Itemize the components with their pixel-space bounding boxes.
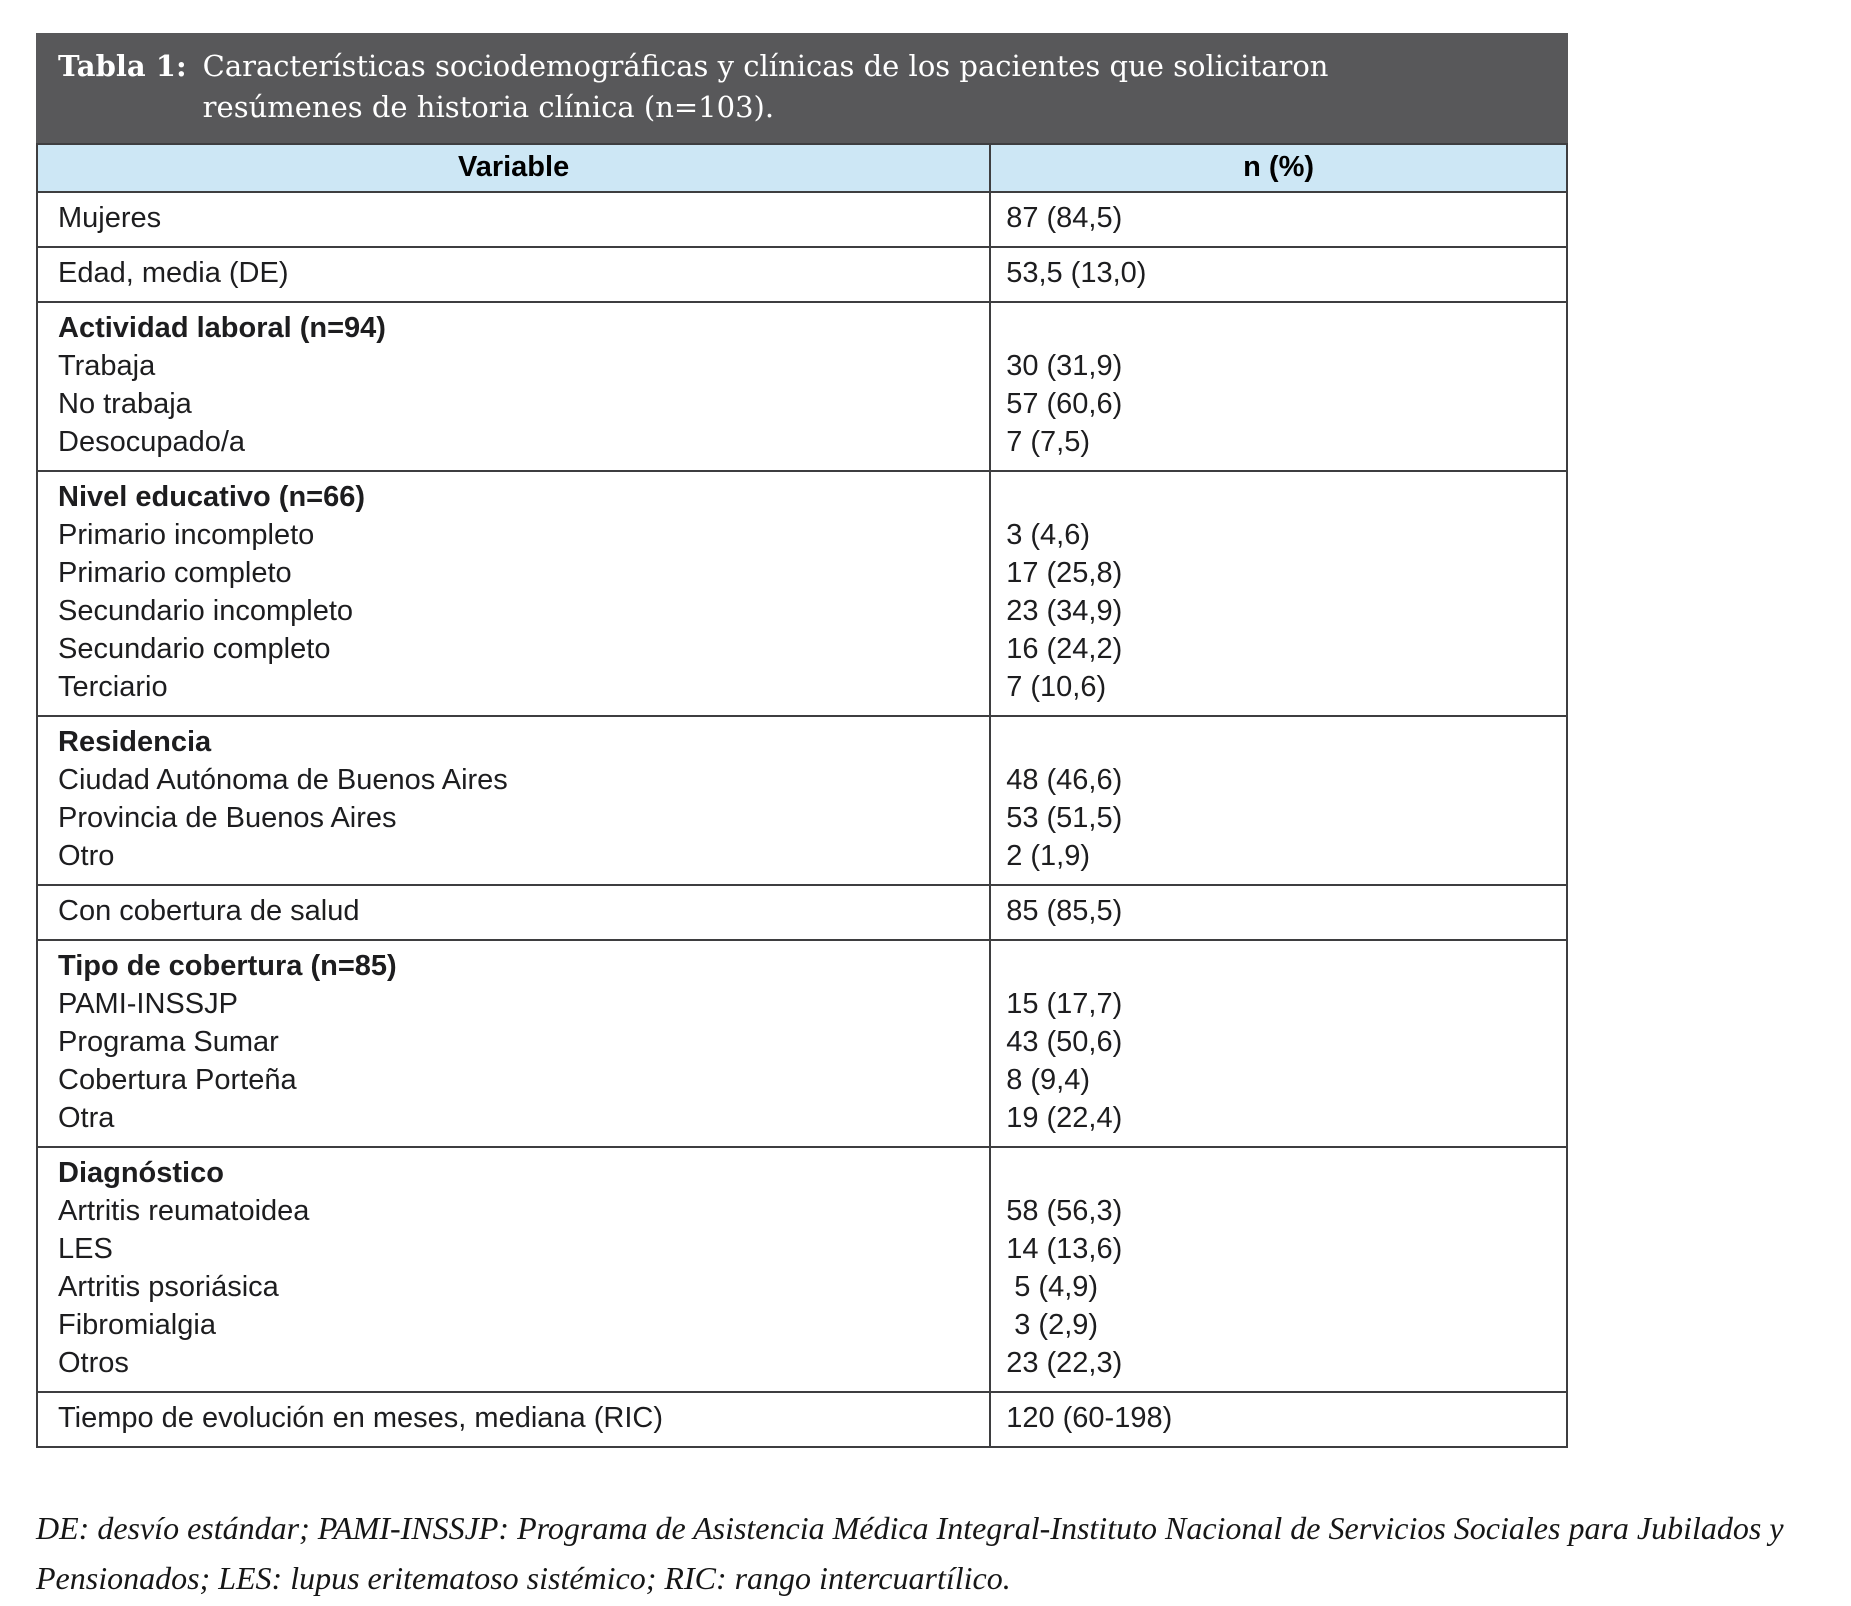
row-value: 53,5 (13,0) xyxy=(1006,257,1147,289)
row-value: 17 (25,8) xyxy=(1006,557,1123,589)
row-label: No trabaja xyxy=(58,388,192,420)
value-cell xyxy=(990,471,1567,716)
variable-cell xyxy=(37,471,990,716)
variable-cell xyxy=(37,302,990,471)
row-value: 87 (84,5) xyxy=(1006,202,1123,234)
value-cell xyxy=(990,716,1567,885)
variable-cell xyxy=(37,716,990,885)
table-row xyxy=(37,192,1567,247)
row-value: 19 (22,4) xyxy=(1006,1102,1123,1134)
table-row xyxy=(37,302,1567,471)
row-label: Terciario xyxy=(58,671,168,703)
row-label: Trabaja xyxy=(58,350,156,382)
row-value: 8 (9,4) xyxy=(1006,1064,1091,1096)
row-value: 2 (1,9) xyxy=(1006,840,1091,872)
row-label: Artritis reumatoidea xyxy=(58,1195,310,1227)
table-title-label: Tabla 1: xyxy=(58,49,187,83)
value-cell xyxy=(990,940,1567,1147)
value-cell xyxy=(990,885,1567,940)
row-label: Con cobertura de salud xyxy=(58,895,360,927)
value-cell xyxy=(990,192,1567,247)
table-row xyxy=(37,1392,1567,1447)
row-value: 23 (22,3) xyxy=(1006,1347,1123,1379)
row-value: 14 (13,6) xyxy=(1006,1233,1123,1265)
group-header-label: Actividad laboral (n=94) xyxy=(58,312,386,344)
row-value: 7 (7,5) xyxy=(1006,426,1091,458)
row-label: Fibromialgia xyxy=(58,1309,216,1341)
row-label: Artritis psoriásica xyxy=(58,1271,279,1303)
row-label: PAMI-INSSJP xyxy=(58,988,238,1020)
row-label: Secundario completo xyxy=(58,633,331,665)
row-label: Otros xyxy=(58,1347,129,1379)
variable-cell xyxy=(37,1392,990,1447)
row-value: 85 (85,5) xyxy=(1006,895,1123,927)
variable-cell xyxy=(37,885,990,940)
row-value: 15 (17,7) xyxy=(1006,988,1123,1020)
row-label: Secundario incompleto xyxy=(58,595,354,627)
variable-cell xyxy=(37,940,990,1147)
table-row xyxy=(37,940,1567,1147)
row-label: Desocupado/a xyxy=(58,426,246,458)
row-label: Programa Sumar xyxy=(58,1026,279,1058)
header-row xyxy=(37,144,1567,192)
row-value: 48 (46,6) xyxy=(1006,764,1123,796)
characteristics-table xyxy=(36,143,1568,1448)
table-header xyxy=(37,144,1567,192)
value-spacer xyxy=(1006,947,1556,985)
group-header-label: Tipo de cobertura (n=85) xyxy=(58,950,397,982)
table-body xyxy=(37,192,1567,1447)
row-label: Mujeres xyxy=(58,202,162,234)
row-label: Edad, media (DE) xyxy=(58,257,289,289)
column-header-variable: Variable xyxy=(37,144,990,192)
table-row xyxy=(37,471,1567,716)
row-value: 3 (4,6) xyxy=(1006,519,1091,551)
table-row xyxy=(37,247,1567,302)
row-label: Cobertura Porteña xyxy=(58,1064,297,1096)
row-value: 58 (56,3) xyxy=(1006,1195,1123,1227)
group-header-label: Diagnóstico xyxy=(58,1157,224,1189)
column-header-n-percent: n (%) xyxy=(990,144,1567,192)
table-row xyxy=(37,716,1567,885)
table-footnote: DE: desvío estándar; PAMI-INSSJP: Programa de Asistencia Médica Integral-Instituto Nacional de Servicios Sociales para Jubilados y Pensionados; LES: lupus eritematoso sistémico; RIC: rango intercuartílico. xyxy=(36,1510,1784,1596)
table-figure xyxy=(36,33,1568,1448)
group-header-label: Residencia xyxy=(58,726,212,758)
value-spacer xyxy=(1006,1154,1556,1192)
row-value: 30 (31,9) xyxy=(1006,350,1123,382)
value-cell xyxy=(990,1392,1567,1447)
variable-cell xyxy=(37,192,990,247)
row-value: 43 (50,6) xyxy=(1006,1026,1123,1058)
table-title-text: Características sociodemográficas y clínicas de los pacientes que solicitaron resúmenes de historia clínica (n=103). xyxy=(202,49,1329,124)
row-label: Provincia de Buenos Aires xyxy=(58,802,397,834)
row-value: 16 (24,2) xyxy=(1006,633,1123,665)
row-value: 23 (34,9) xyxy=(1006,595,1123,627)
table-title-bar xyxy=(36,33,1568,143)
row-label: Tiempo de evolución en meses, mediana (RIC) xyxy=(58,1402,663,1434)
value-cell xyxy=(990,247,1567,302)
value-spacer xyxy=(1006,309,1556,347)
row-label: Primario incompleto xyxy=(58,519,315,551)
value-spacer xyxy=(1006,723,1556,761)
row-value: 53 (51,5) xyxy=(1006,802,1123,834)
row-value: 120 (60-198) xyxy=(1006,1402,1173,1434)
row-value: 57 (60,6) xyxy=(1006,388,1123,420)
row-value: 3 (2,9) xyxy=(1006,1309,1099,1341)
value-spacer xyxy=(1006,478,1556,516)
group-header-label: Nivel educativo (n=66) xyxy=(58,481,366,513)
row-label: LES xyxy=(58,1233,113,1265)
row-value: 7 (10,6) xyxy=(1006,671,1107,703)
row-value: 5 (4,9) xyxy=(1006,1271,1099,1303)
variable-cell xyxy=(37,247,990,302)
row-label: Primario completo xyxy=(58,557,292,589)
row-label: Ciudad Autónoma de Buenos Aires xyxy=(58,764,508,796)
table-row xyxy=(37,1147,1567,1392)
variable-cell xyxy=(37,1147,990,1392)
row-label: Otra xyxy=(58,1102,115,1134)
table-row xyxy=(37,885,1567,940)
value-cell xyxy=(990,302,1567,471)
value-cell xyxy=(990,1147,1567,1392)
row-label: Otro xyxy=(58,840,115,872)
